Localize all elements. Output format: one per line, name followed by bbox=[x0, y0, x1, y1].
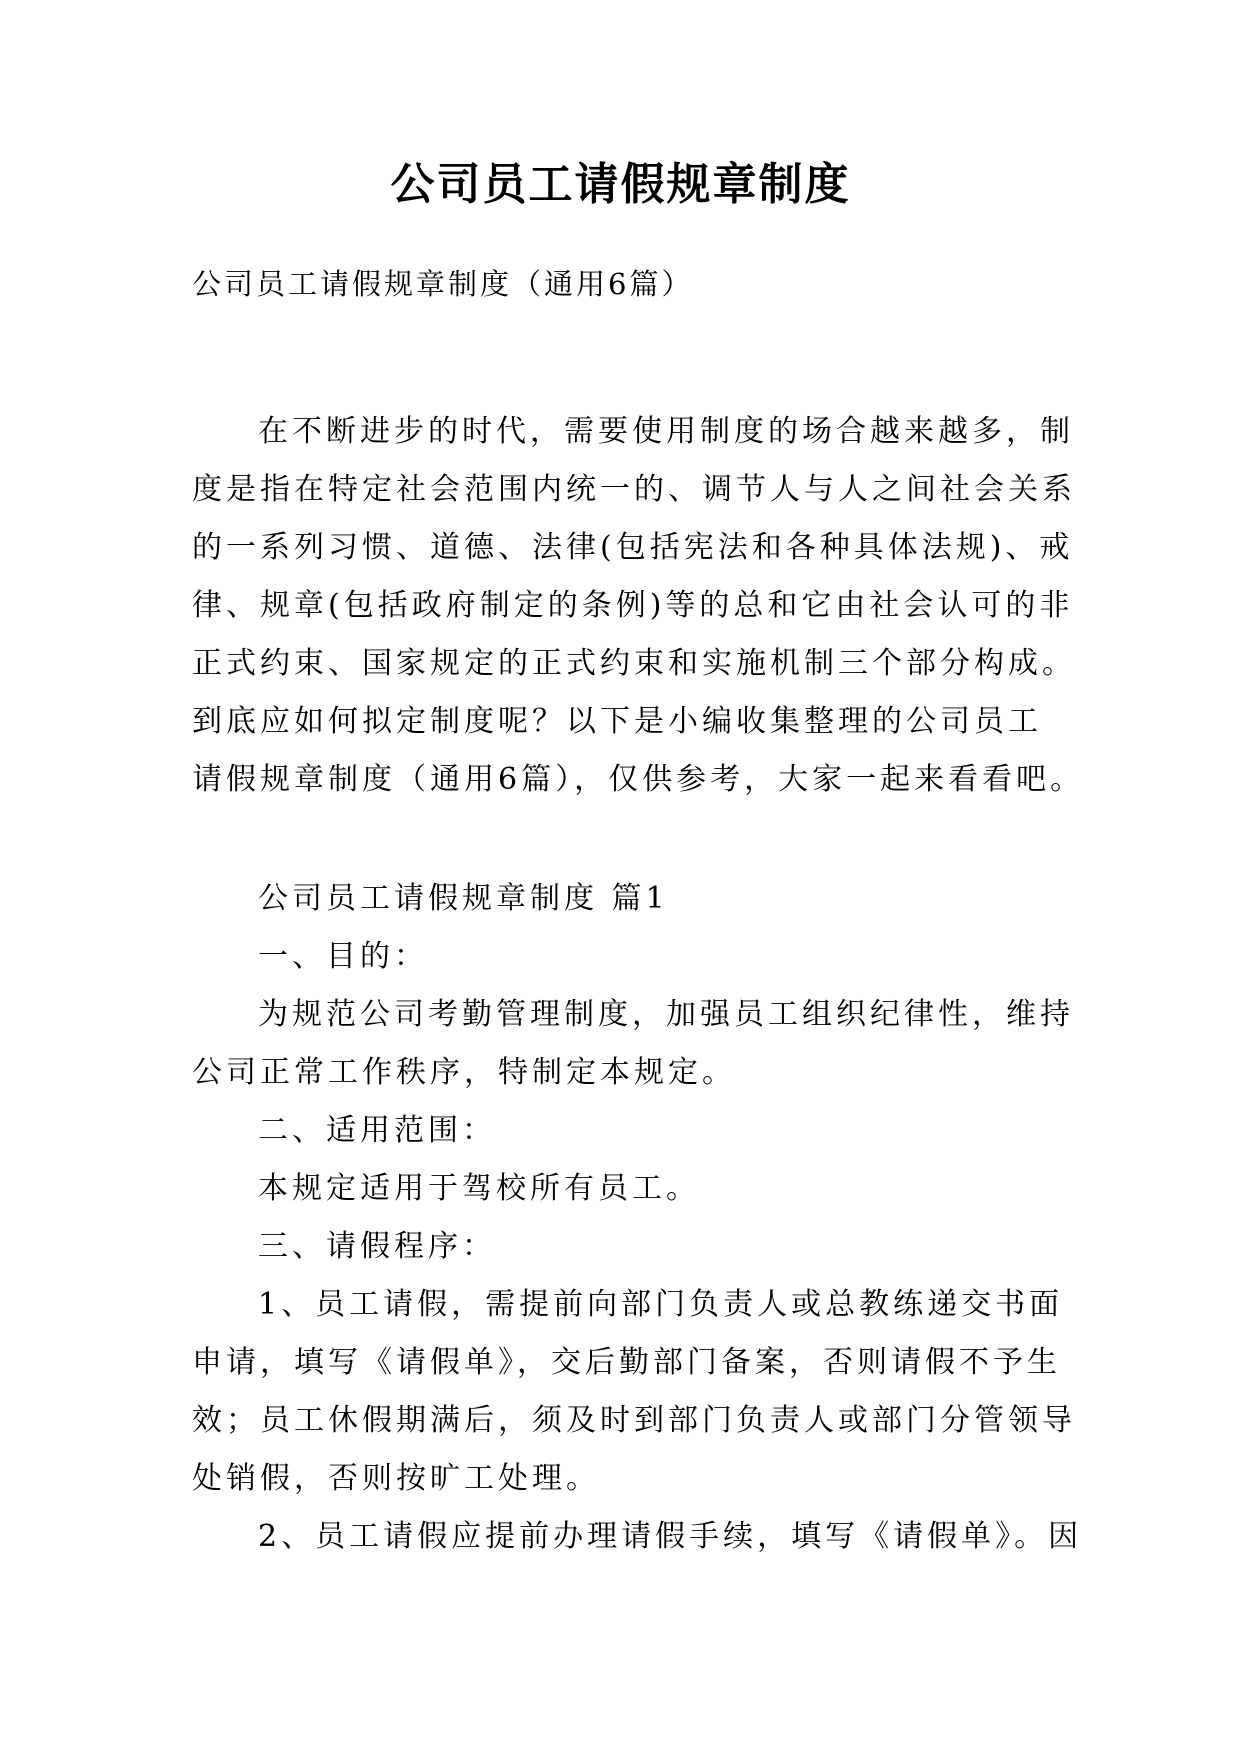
clause-heading: 一、目的： bbox=[258, 939, 428, 974]
intro-line: 律、规章(包括政府制定的条例)等的总和它由社会认可的非 bbox=[192, 588, 1074, 623]
intro-line: 到底应如何拟定制度呢？以下是小编收集整理的公司员工 bbox=[192, 704, 1042, 739]
intro-line: 的一系列习惯、道德、法律(包括宪法和各种具体法规)、戒 bbox=[192, 530, 1074, 565]
clause-text: 1、员工请假，需提前向部门负责人或总教练递交书面 bbox=[258, 1287, 1064, 1322]
clause-text: 为规范公司考勤管理制度，加强员工组织纪律性，维持 bbox=[258, 997, 1074, 1032]
clause-text: 公司正常工作秩序，特制定本规定。 bbox=[192, 1055, 736, 1090]
intro-line: 正式约束、国家规定的正式约束和实施机制三个部分构成。 bbox=[192, 646, 1076, 681]
section-heading: 公司员工请假规章制度 篇1 bbox=[258, 881, 669, 916]
section-1 bbox=[192, 870, 1083, 1566]
clause-text: 效；员工休假期满后，须及时到部门负责人或部门分管领导 bbox=[192, 1403, 1076, 1438]
clause-text: 处销假，否则按旷工处理。 bbox=[192, 1461, 600, 1496]
clause-text: 本规定适用于驾校所有员工。 bbox=[258, 1171, 700, 1206]
document-title: 公司员工请假规章制度 bbox=[390, 159, 851, 210]
clause-heading: 二、适用范围： bbox=[258, 1113, 496, 1148]
clause-text: 申请，填写《请假单》，交后勤部门备案，否则请假不予生 bbox=[192, 1345, 1061, 1380]
intro-paragraph bbox=[192, 403, 1085, 809]
intro-line: 度是指在特定社会范围内统一的、调节人与人之间社会关系 bbox=[192, 472, 1076, 507]
intro-line: 请假规章制度（通用6篇），仅供参考，大家一起来看看吧。 bbox=[192, 762, 1085, 797]
clause-text: 2、员工请假应提前办理请假手续，填写《请假单》。因 bbox=[258, 1519, 1083, 1554]
clause-heading: 三、请假程序： bbox=[258, 1229, 496, 1264]
document-subtitle: 公司员工请假规章制度（通用6篇） bbox=[192, 267, 694, 301]
intro-line: 在不断进步的时代，需要使用制度的场合越来越多，制 bbox=[258, 414, 1074, 449]
